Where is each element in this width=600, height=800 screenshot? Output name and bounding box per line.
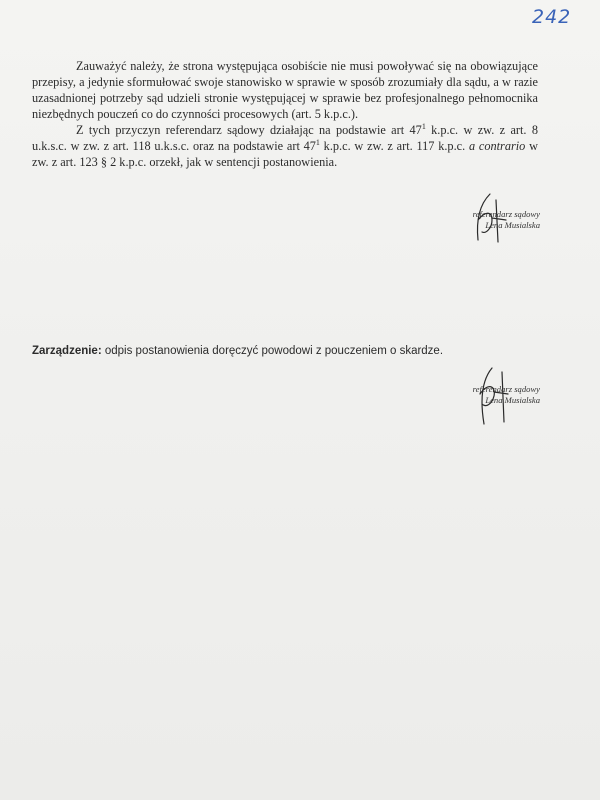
paragraph — [32, 58, 538, 122]
paragraph — [32, 122, 538, 170]
signatory-name: Lena Musialska — [485, 220, 540, 230]
handwritten-page-number: 242 — [532, 6, 572, 28]
order-text: odpis postanowienia doręczyć powodowi z pouczeniem o skardze. — [101, 345, 444, 357]
text-run: k.p.c. w zw. z art. 8 u.k.s.c. w zw. z art. 118 u.k.s.c. oraz na podstawie art 47 — [32, 123, 538, 153]
text-run: k.p.c. w zw. z art. 117 k.p.c. — [319, 139, 469, 153]
handwritten-signature — [462, 364, 522, 432]
superscript: 1 — [421, 121, 426, 131]
handwritten-signature — [462, 190, 522, 250]
text-run: Z tych przyczyn referendarz sądowy działając na podstawie art 47 — [76, 123, 422, 137]
order-line — [32, 345, 552, 357]
signatory-name: Lena Musialska — [485, 395, 540, 405]
text-run: w zw. z art. 123 § 2 k.p.c. orzekł, jak w sentencji postanowienia. — [32, 139, 538, 169]
order-label: Zarządzenie: — [32, 345, 102, 357]
text-run: Zauważyć należy, że strona występująca osobiście nie musi powoływać się na obowiązujące przepisy, a jedynie sformułować swoje stanowisko w sprawie w sposób zrozumiały dla sądu, a w razie uzasadnionej potrzeby sąd udzieli stronie występującej w sprawie bez profesjonalnego pełnomocnika niezbędnych pouczeń co do czynności procesowych (art. 5 k.p.c.). — [32, 59, 538, 121]
justification-text — [32, 58, 538, 170]
signatory-role: referendarz sądowy — [472, 209, 540, 219]
superscript: 1 — [315, 137, 320, 147]
italic-phrase: a contrario — [468, 139, 526, 153]
signatory-role: referendarz sądowy — [472, 384, 540, 394]
